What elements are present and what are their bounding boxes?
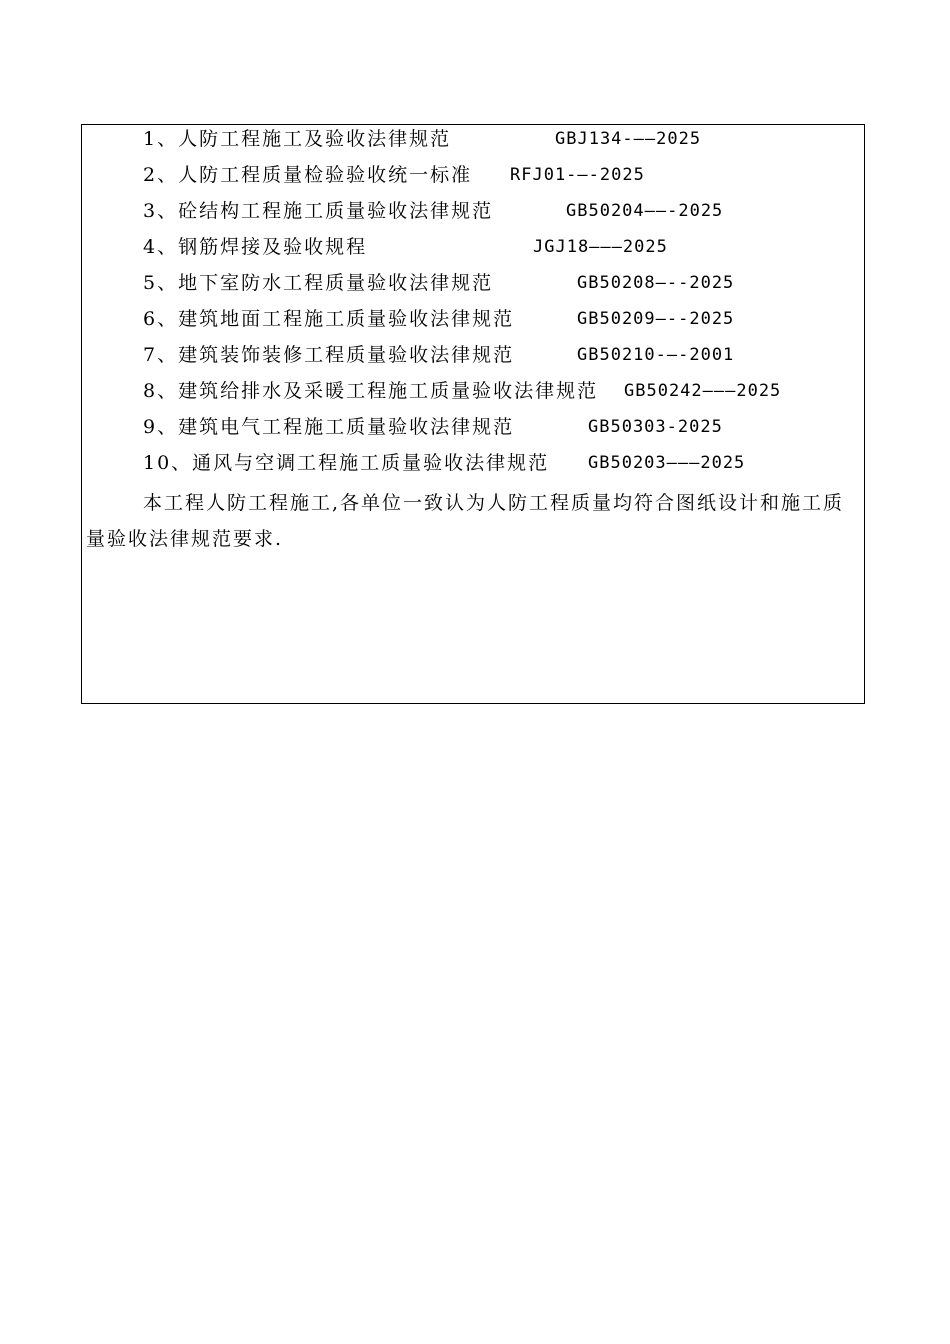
standard-name: 7、建筑装饰装修工程质量验收法律规范	[143, 344, 515, 366]
standard-item	[143, 450, 863, 486]
standard-name: 10、通风与空调工程施工质量验收法律规范	[143, 452, 550, 474]
standard-item	[143, 414, 863, 450]
standard-code: GB50210-—-2001	[577, 345, 735, 365]
standard-item	[143, 126, 863, 162]
standard-item	[143, 162, 863, 198]
standard-item	[143, 342, 863, 378]
standard-name: 2、人防工程质量检验验收统一标准	[143, 164, 473, 186]
standard-code: GB50209—--2025	[577, 309, 735, 329]
standard-code: GB50242———2025	[624, 381, 782, 401]
standard-name: 8、建筑给排水及采暖工程施工质量验收法律规范	[143, 380, 599, 402]
standard-code: GB50204——-2025	[566, 201, 724, 221]
conclusion-paragraph: 本工程人防工程施工,各单位一致认为人防工程质量均符合图纸设计和施工质量验收法律规范要求.	[86, 492, 845, 550]
standard-name: 1、人防工程施工及验收法律规范	[143, 128, 452, 150]
standard-name: 9、建筑电气工程施工质量验收法律规范	[143, 416, 515, 438]
standard-item	[143, 270, 863, 306]
standard-code: GB50303-2025	[588, 417, 723, 437]
standard-item	[143, 234, 863, 270]
standard-code: GB50208—--2025	[577, 273, 735, 293]
standard-item	[143, 378, 863, 414]
standard-name: 6、建筑地面工程施工质量验收法律规范	[143, 308, 515, 330]
standard-name: 3、砼结构工程施工质量验收法律规范	[143, 200, 494, 222]
standard-item	[143, 306, 863, 342]
standard-code: GB50203———2025	[588, 453, 746, 473]
standard-code: JGJ18———2025	[533, 237, 668, 257]
standard-name: 4、钢筋焊接及验收规程	[143, 236, 368, 258]
document-box	[81, 124, 865, 704]
standard-name: 5、地下室防水工程质量验收法律规范	[143, 272, 494, 294]
standard-item	[143, 198, 863, 234]
standard-code: RFJ01-—-2025	[510, 165, 645, 185]
standard-code: GBJ134-——2025	[555, 129, 702, 149]
